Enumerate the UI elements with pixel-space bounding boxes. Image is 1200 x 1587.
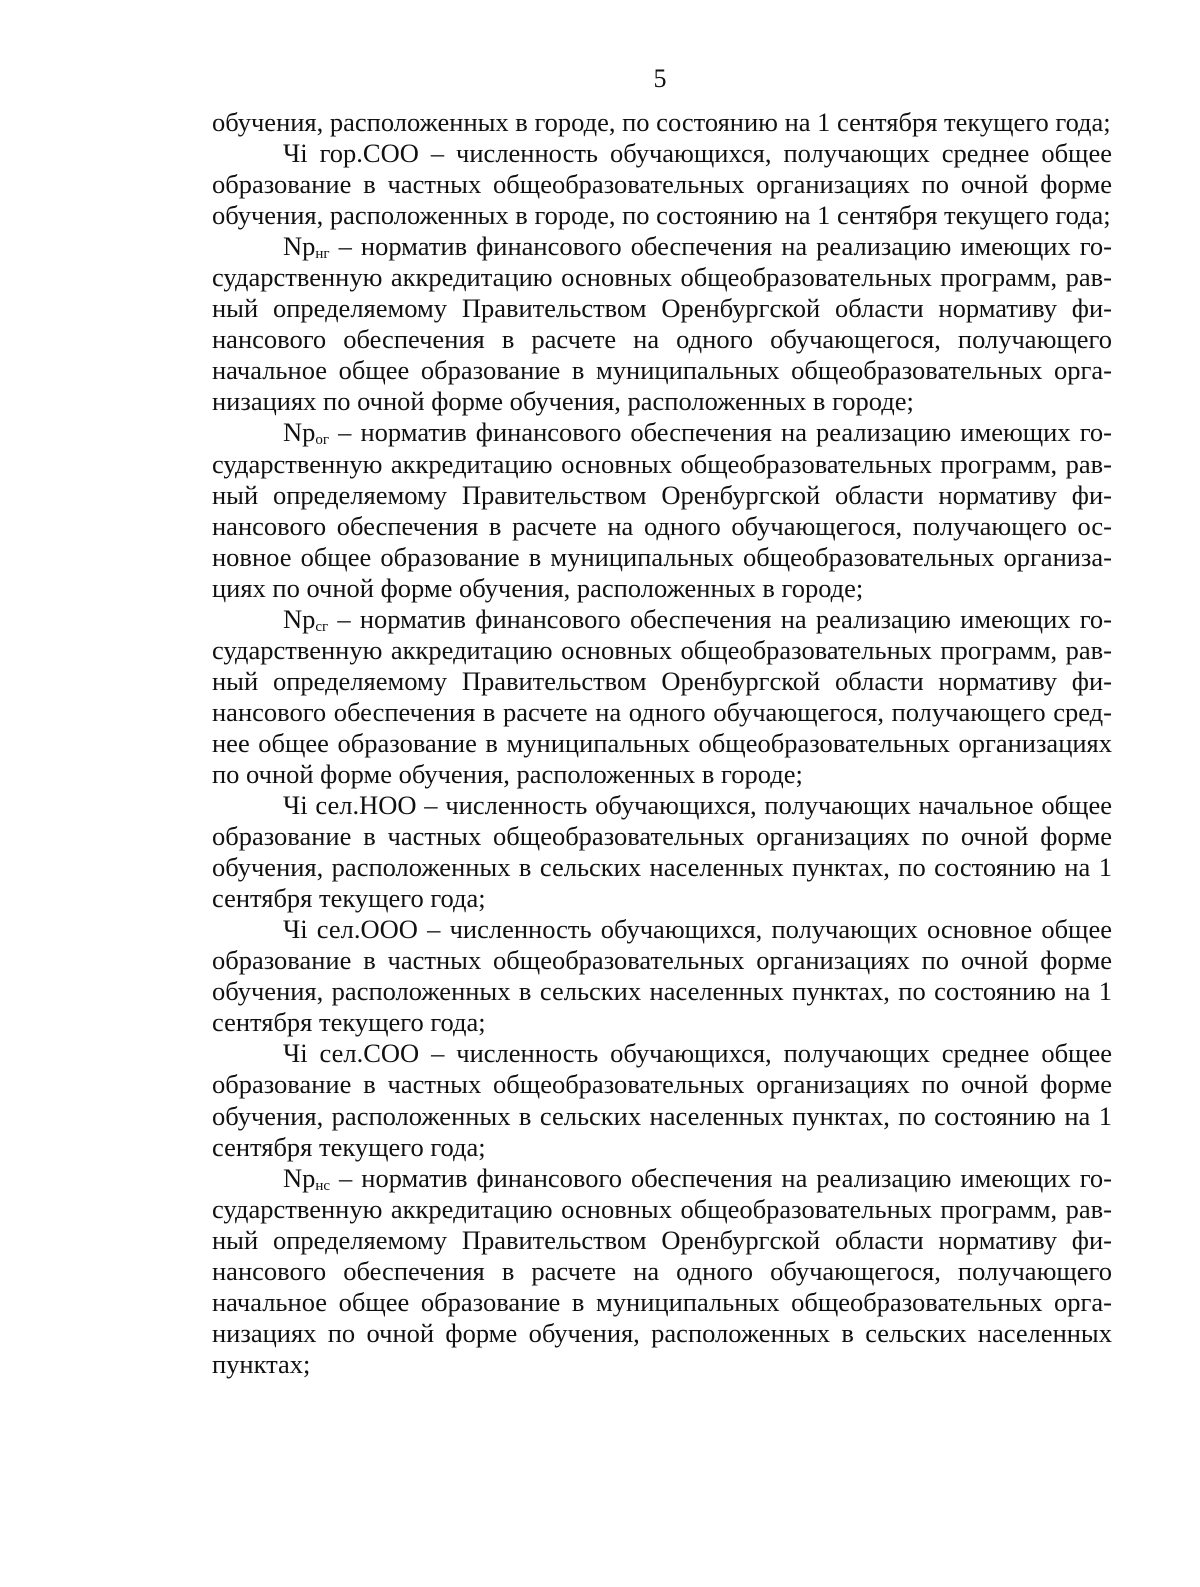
- paragraph: [212, 604, 1112, 790]
- paragraph-text: – норматив финансового обеспечения на реализацию имеющих государственную аккредитацию основных общеобразовательных программ, равный определяемому Правительством Оренбургской области нормативу финансового обеспечения в расчете на одного обучающегося, получающего начальное общее образование в муниципальных общеобразовательных организациях по очной форме обучения, расположенных в городе;: [212, 231, 1112, 417]
- paragraph: [212, 107, 1112, 138]
- formula-symbol: Np: [283, 417, 316, 448]
- document-body: [212, 107, 1112, 1380]
- formula-symbol: Np: [283, 1162, 316, 1193]
- formula-subscript: сг: [315, 618, 329, 635]
- paragraph-text: – норматив финансового обеспечения на реализацию имеющих государственную аккредитацию основных общеобразовательных программ, равный определяемому Правительством Оренбургской области нормативу финансового обеспечения в расчете на одного обучающегося, получающего среднее общее образование в муниципальных общеобразовательных организациях по очной форме обучения, расположенных в городе;: [212, 603, 1112, 789]
- paragraph-text: обучения, расположенных в городе, по состоянию на 1 сентября текущего года;: [212, 107, 1111, 137]
- paragraph: [212, 1163, 1112, 1380]
- paragraph: [212, 1038, 1112, 1162]
- paragraph-text: Чi сел.ООО – численность обучающихся, получающих основное общее образование в частных общеобразовательных организациях по очной форме обучения, расположенных в сельских населенных пунктах, по состоянию на 1 сентября текущего года;: [212, 914, 1112, 1038]
- formula-subscript: нг: [315, 246, 330, 263]
- paragraph: [212, 231, 1112, 417]
- page-number: 5: [653, 64, 667, 93]
- formula-subscript: нс: [315, 1177, 331, 1194]
- formula-subscript: ог: [315, 432, 330, 449]
- paragraph: [212, 790, 1112, 914]
- paragraph-text: Чi гор.СОО – численность обучающихся, получающих среднее общее образование в частных общеобразовательных организациях по очной форме обучения, расположенных в городе, по состоянию на 1 сентября текущего года;: [212, 138, 1112, 231]
- paragraph: [212, 417, 1112, 603]
- paragraph-text: Чi сел.НОО – численность обучающихся, получающих начальное общее образование в частных общеобразовательных организациях по очной форме обучения, расположенных в сельских населенных пунктах, по состоянию на 1 сентября текущего года;: [212, 790, 1112, 914]
- paragraph-text: – норматив финансового обеспечения на реализацию имеющих государственную аккредитацию основных общеобразовательных программ, равный определяемому Правительством Оренбургской области нормативу финансового обеспечения в расчете на одного обучающегося, получающего начальное общее образование в муниципальных общеобразовательных организациях по очной форме обучения, расположенных в сельских населенных пунктах;: [212, 1162, 1112, 1379]
- paragraph: [212, 138, 1112, 231]
- paragraph: [212, 914, 1112, 1038]
- formula-symbol: Np: [283, 231, 316, 262]
- formula-symbol: Np: [283, 603, 316, 634]
- paragraph-text: – норматив финансового обеспечения на реализацию имеющих государственную аккредитацию основных общеобразовательных программ, равный определяемому Правительством Оренбургской области нормативу финансового обеспечения в расчете на одного обучающегося, получающего основное общее образование в муниципальных общеобразовательных организациях по очной форме обучения, расположенных в городе;: [212, 417, 1112, 603]
- paragraph-text: Чi сел.СОО – численность обучающихся, получающих среднее общее образование в частных общеобразовательных организациях по очной форме обучения, расположенных в сельских населенных пунктах, по состоянию на 1 сентября текущего года;: [212, 1038, 1112, 1162]
